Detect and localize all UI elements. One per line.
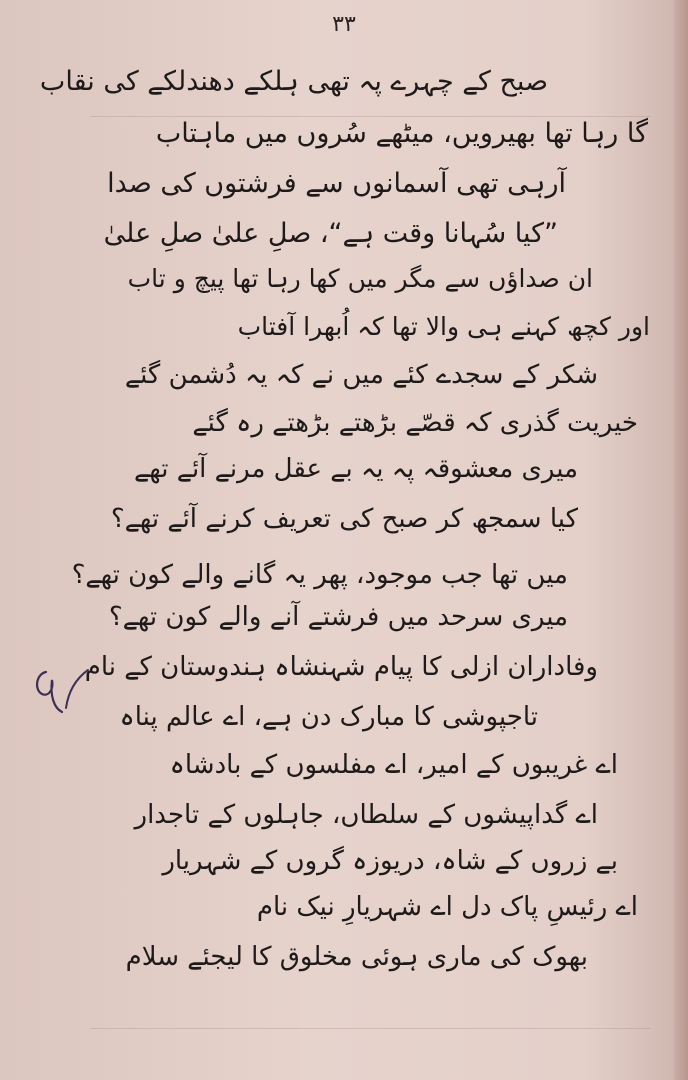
verse-line: صبح کے چہرے پہ تھی ہلکے دھندلکے کی نقاب <box>39 66 548 97</box>
verse-line: ان صداؤں سے مگر میں کھا رہا تھا پیچ و تاب <box>127 264 593 293</box>
verse-line: بھوک کی ماری ہوئی مخلوق کا لیجئے سلام <box>125 942 588 972</box>
verse-line: میری سرحد میں فرشتے آنے والے کون تھے؟ <box>108 602 568 632</box>
verse-line: اے گداپیشوں کے سلطاں، جاہلوں کے تاجدار <box>134 800 598 830</box>
verse-line: گا رہا تھا بھیرویں، میٹھے سُروں میں ماہتاب <box>155 118 648 149</box>
verse-line: اور کچھ کہنے ہی والا تھا کہ اُبھرا آفتاب <box>237 312 650 341</box>
verse-line: ”کیا سُہانا وقت ہے“، صلِ علیٰ صلِ علیٰ <box>103 218 558 249</box>
book-spine <box>674 0 688 1080</box>
faint-ruling <box>90 116 650 117</box>
handwritten-margin-mark <box>28 650 98 720</box>
verse-line: میں تھا جب موجود، پھر یہ گانے والے کون تھے؟ <box>71 560 568 590</box>
verse-line: شکر کے سجدے کئے میں نے کہ یہ دُشمن گئے <box>124 360 598 390</box>
verse-line: میری معشوقہ پہ یہ بے عقل مرنے آئے تھے <box>133 454 578 484</box>
faint-ruling <box>90 1028 650 1029</box>
verse-line: بے زروں کے شاہ، دریوزہ گروں کے شہریار <box>162 846 618 876</box>
verse-line: اے رئیسِ پاک دل اے شہریارِ نیک نام <box>256 892 638 922</box>
page-number: ۳۳ <box>332 12 356 37</box>
verse-line: تاجپوشی کا مبارک دن ہے، اے عالم پناہ <box>119 702 538 732</box>
verse-line: آرہی تھی آسمانوں سے فرشتوں کی صدا <box>107 168 566 199</box>
verse-line: کیا سمجھ کر صبح کی تعریف کرنے آئے تھے؟ <box>110 504 578 534</box>
verse-line: خیریت گذری کہ قصّے بڑھتے بڑھتے رہ گئے <box>192 408 638 438</box>
verse-line: اے غریبوں کے امیر، اے مفلسوں کے بادشاہ <box>169 750 618 780</box>
verse-line: وفاداران ازلی کا پیام شہنشاہ ہندوستان کے نام <box>84 652 598 682</box>
